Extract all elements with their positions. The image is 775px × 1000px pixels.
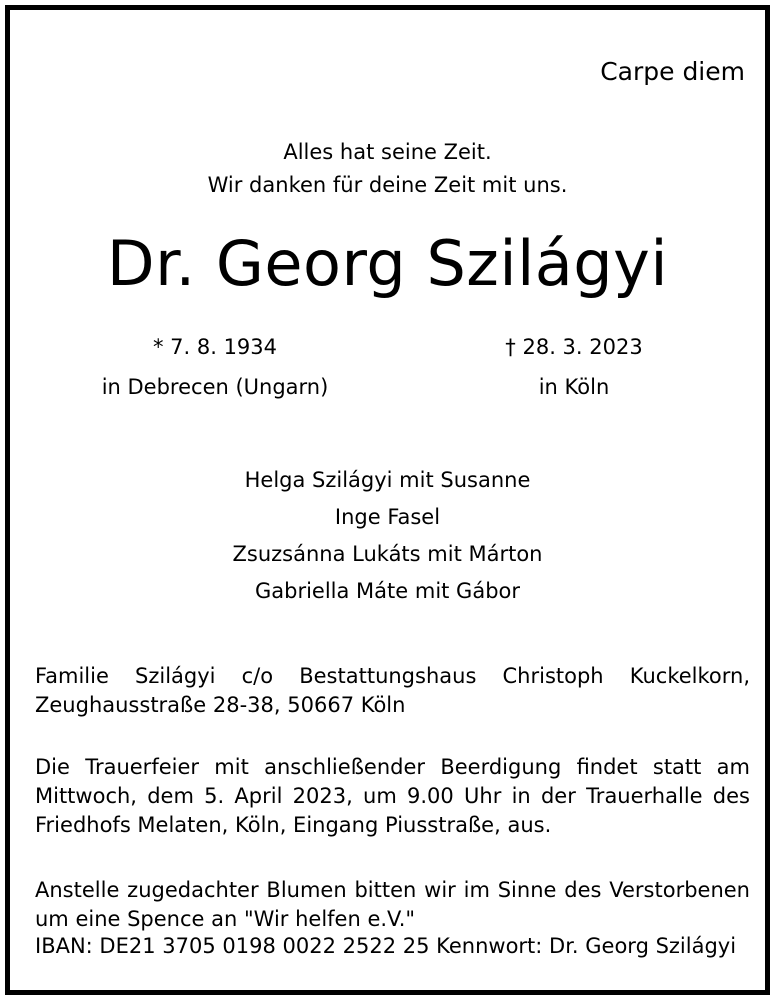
obituary-frame	[5, 5, 770, 995]
donation-request: Anstelle zugedachter Blumen bitten wir im Sinne des Verstorbenen um eine Spence an "Wir helfen e.V."	[35, 878, 750, 931]
birth-date: * 7. 8. 1934	[152, 335, 278, 359]
deceased-name: Dr. Georg Szilágyi	[106, 227, 669, 300]
mourner-name: Gabriella Máte mit Gábor	[254, 579, 521, 603]
mourners-list	[10, 462, 765, 610]
funeral-details: Die Trauerfeier mit anschließender Beerdigung findet statt am Mittwoch, dem 5. April 2023, um 9.00 Uhr in der Trauerhalle des Friedhofs Melaten, Köln, Eingang Piusstraße, aus.	[35, 755, 750, 837]
death-place: in Köln	[538, 375, 610, 399]
death-info	[454, 332, 694, 402]
mourner-name: Inge Fasel	[334, 505, 441, 529]
intro-verse	[10, 136, 765, 202]
mourner-name: Helga Szilágyi mit Susanne	[244, 468, 531, 492]
intro-line: Wir danken für deine Zeit mit uns.	[207, 173, 568, 197]
iban-line: IBAN: DE21 3705 0198 0022 2522 25 Kennwort: Dr. Georg Szilágyi	[35, 934, 737, 958]
mourner-name: Zsuzsánna Lukáts mit Márton	[232, 542, 543, 566]
death-date: † 28. 3. 2023	[505, 335, 643, 359]
family-address: Familie Szilágyi c/o Bestattungshaus Christoph Kuckelkorn, Zeughausstraße 28-38, 50667 Köln	[35, 664, 750, 717]
motto: Carpe diem	[600, 57, 745, 86]
birth-place: in Debrecen (Ungarn)	[101, 375, 329, 399]
intro-line: Alles hat seine Zeit.	[283, 140, 492, 164]
birth-info	[95, 332, 335, 402]
